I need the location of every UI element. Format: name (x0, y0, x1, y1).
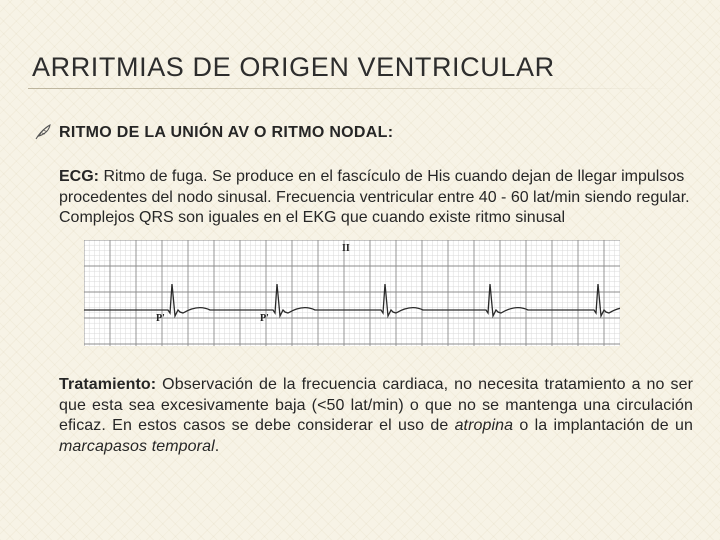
ecg-p-label-1: P' (156, 313, 165, 324)
ecg-label: ECG: (59, 168, 99, 185)
treatment-text-3: . (214, 437, 220, 455)
treatment-text-1: Observación de la frecuencia cardiaca, no necesita tratamiento a no ser que esta sea excesivamente baja (<50 lat/min) o que no se mantenga una circulación eficaz. En estos casos se debe considerar el uso de (59, 376, 693, 434)
ecg-lead-label: II (342, 243, 350, 254)
treatment-device: marcapasos temporal (59, 437, 215, 455)
ecg-description (59, 167, 693, 243)
ecg-text: Ritmo de fuga. Se produce en el fascículo de His cuando dejan de llegar impulsos procedentes del nodo sinusal. Frecuencia ventricular entre 40 - 60 lat/min siendo regular. Complejos QRS son iguales en el EKG que cuando existe ritmo sinusal (59, 168, 690, 226)
feather-bullet-icon (34, 123, 52, 141)
ecg-p-label-2: P' (260, 313, 269, 324)
treatment-drug: atropina (454, 417, 514, 434)
ecg-strip-image (84, 240, 620, 346)
treatment-label: Tratamiento: (59, 376, 157, 393)
treatment-text-2: o la implantación de un (513, 417, 693, 434)
slide-title: ARRITMIAS DE ORIGEN VENTRICULAR (32, 52, 555, 82)
treatment-paragraph (59, 375, 693, 457)
title-underline (28, 88, 678, 89)
section-heading: RITMO DE LA UNIÓN AV O RITMO NODAL: (59, 124, 394, 141)
